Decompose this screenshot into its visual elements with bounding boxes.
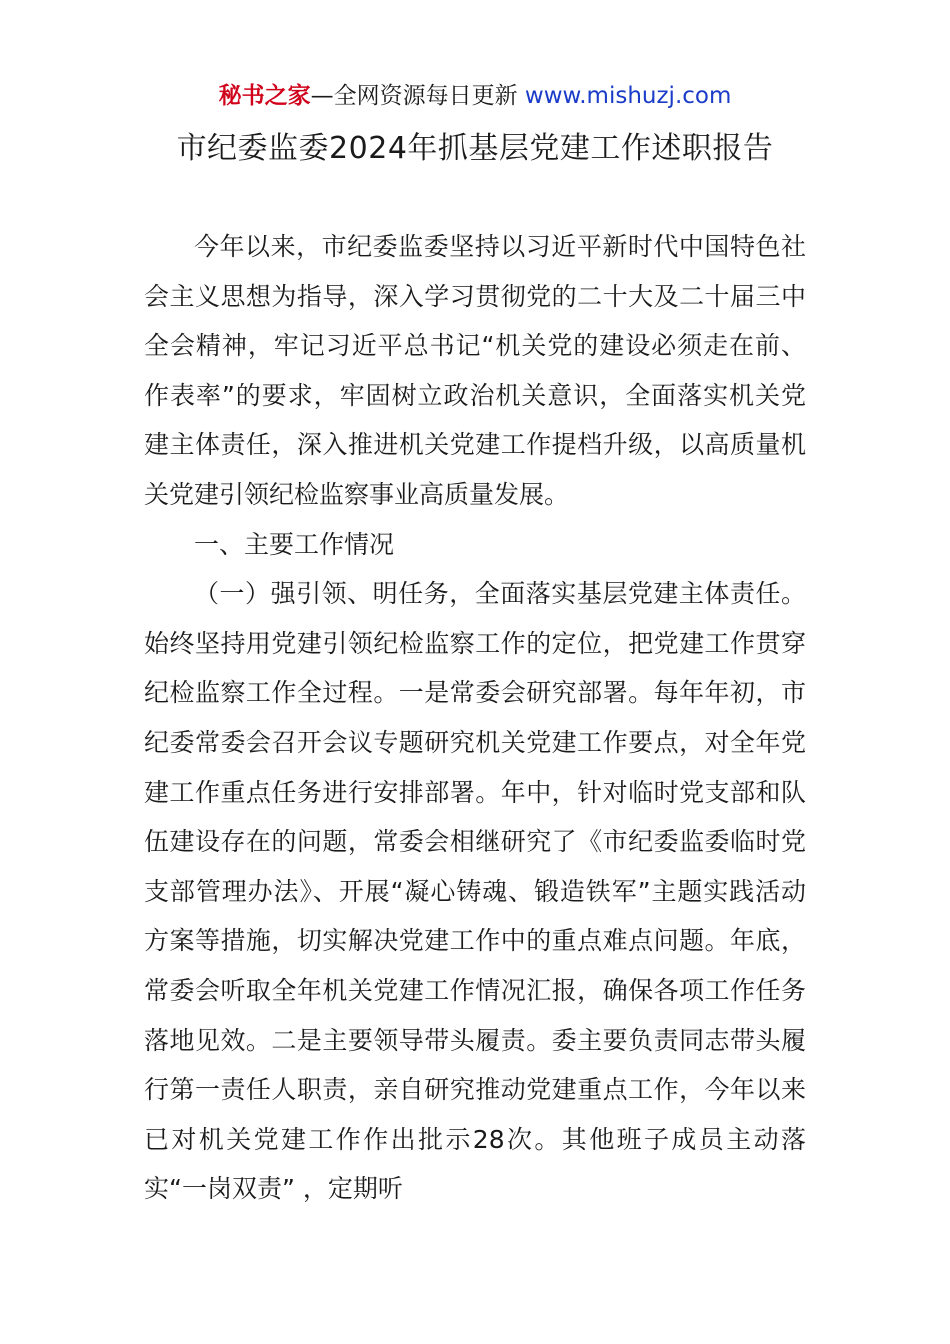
intro-paragraph: 今年以来，市纪委监委坚持以习近平新时代中国特色社会主义思想为指导，深入学习贯彻党的二十大及二十届三中全会精神，牢记习近平总书记“机关党的建设必须走在前、作表率”的要求，牢固树立政治机关意识，全面落实机关党建主体责任，深入推进机关党建工作提档升级，以高质量机关党建引领纪检监察事业高质量发展。 [144,232,806,509]
document-title: 市纪委监委2024年抓基层党建工作述职报告 [176,131,774,166]
site-brand: 秘书之家 [218,83,311,109]
site-tagline: —全网资源每日更新 [310,83,525,109]
body-paragraph: （一）强引领、明任务，全面落实基层党建主体责任。始终坚持用党建引领纪检监察工作的定位，把党建工作贯穿纪检监察工作全过程。一是常委会研究部署。每年年初，市纪委常委会召开会议专题研究机关党建工作要点，对全年党建工作重点任务进行安排部署。年中，针对临时党支部和队伍建设存在的问题，常委会相继研究了《市纪委监委临时党支部管理办法》、开展“凝心铸魂、锻造铁军”主题实践活动方案等措施，切实解决党建工作中的重点难点问题。年底，常委会听取全年机关党建工作情况汇报，确保各项工作任务落地见效。二是主要领导带头履责。委主要负责同志带头履行第一责任人职责，亲自研究推动党建重点工作，今年以来已对机关党建工作作出批示28次。其他班子成员主动落实“一岗双责” ，定期听 [144,579,806,1204]
section-heading: 一、主要工作情况 [194,529,395,559]
document-body [144,222,806,1214]
site-header [0,80,950,112]
site-url-link[interactable]: www.mishuzj.com [524,83,732,109]
